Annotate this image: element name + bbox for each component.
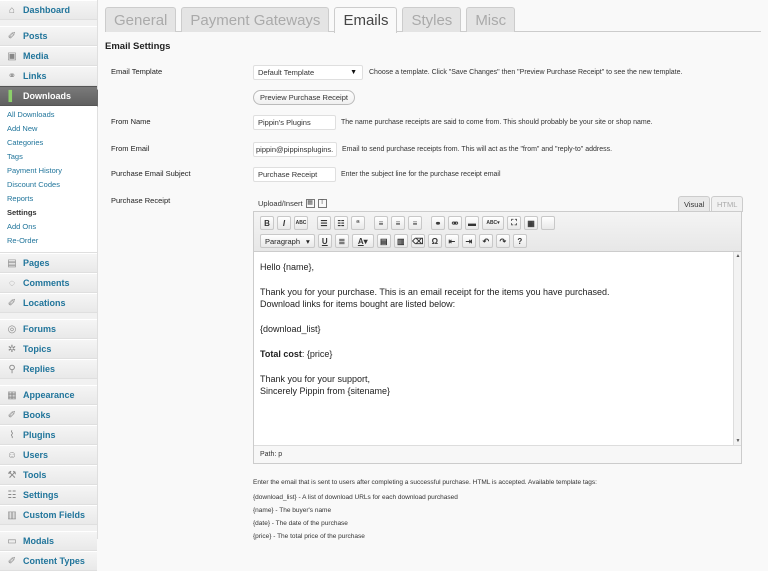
menu-label: Books: [23, 410, 51, 420]
submenu-reports[interactable]: Reports: [7, 194, 34, 203]
help-text: Enter the email that is sent to users after completing a successful purchase. HTML is accepted. Available template tags:: [253, 479, 597, 486]
editor-path: Path: p: [254, 445, 741, 463]
upload-label: Upload/Insert: [258, 199, 303, 208]
bullet-list-icon[interactable]: ☰: [317, 216, 331, 230]
redo-icon[interactable]: ↷: [496, 234, 510, 248]
menu-topics[interactable]: [0, 339, 97, 359]
appearance-icon: ▦: [7, 389, 17, 401]
receipt-total-value: : {price}: [301, 349, 333, 359]
fullscreen-icon[interactable]: ⛶: [507, 216, 521, 230]
editor-content[interactable]: [254, 252, 741, 445]
tab-emails[interactable]: Emails: [334, 7, 397, 33]
remove-format-icon[interactable]: ⌫: [411, 234, 425, 248]
subject-input[interactable]: Purchase Receipt: [253, 167, 336, 182]
help-icon[interactable]: ?: [513, 234, 527, 248]
subject-label: Purchase Email Subject: [111, 169, 191, 178]
text-color-icon[interactable]: A ▾: [352, 234, 374, 248]
users-icon: ☺: [6, 449, 18, 461]
indent-icon[interactable]: ⇥: [462, 234, 476, 248]
strikethrough-icon[interactable]: ABC: [294, 216, 308, 230]
dropdown-arrow-icon: ▾: [306, 236, 310, 246]
menu-modals[interactable]: [0, 531, 97, 551]
special-char-icon[interactable]: Ω: [428, 234, 442, 248]
topics-icon: ✲: [7, 343, 17, 355]
house-icon: ⌂: [8, 4, 16, 16]
more-tag-icon[interactable]: ▬: [465, 216, 479, 230]
forum-icon: ◎: [7, 323, 17, 335]
menu-content-types[interactable]: [0, 551, 97, 571]
tab-payment-gateways[interactable]: Payment Gateways: [181, 7, 329, 32]
downloads-submenu: [0, 106, 97, 253]
bold-icon[interactable]: B: [260, 216, 274, 230]
menu-pages[interactable]: [0, 253, 97, 273]
comment-icon: ◌: [9, 277, 15, 289]
menu-label: Modals: [23, 536, 55, 546]
italic-icon[interactable]: I: [277, 216, 291, 230]
menu-label: Pages: [23, 258, 50, 268]
menu-label: Downloads: [23, 91, 72, 101]
align-left-icon[interactable]: ≡: [374, 216, 388, 230]
tab-general[interactable]: General: [105, 7, 176, 32]
tab-styles[interactable]: Styles: [402, 7, 461, 32]
settings-main: [98, 0, 768, 539]
email-template-label: Email Template: [111, 67, 163, 76]
menu-posts[interactable]: [0, 26, 97, 46]
submenu-payment-history[interactable]: Payment History: [7, 166, 63, 175]
receipt-line: Thank you for your purchase. This is an email receipt for the items you have purchased.: [260, 287, 610, 297]
kitchen-sink-icon[interactable]: ▦: [524, 216, 538, 230]
receipt-line: Sincerely Pippin from {sitename}: [260, 386, 391, 396]
from-name-label: From Name: [111, 117, 151, 126]
numbered-list-icon[interactable]: ☷: [334, 216, 348, 230]
menu-label: Appearance: [23, 390, 75, 400]
media-icon: ▣: [7, 50, 17, 62]
blockquote-icon[interactable]: “: [351, 216, 365, 230]
pin-icon: ✐: [7, 30, 17, 42]
format-select[interactable]: [260, 234, 315, 248]
editor-scrollbar[interactable]: [733, 252, 741, 445]
menu-label: Links: [23, 71, 47, 81]
settings-tabs: [105, 7, 761, 32]
modals-icon: ▭: [7, 535, 17, 547]
from-name-input[interactable]: Pippin's Plugins: [253, 115, 336, 130]
format-select-value: Paragraph: [265, 236, 301, 246]
menu-replies[interactable]: [0, 359, 97, 379]
link-icon[interactable]: ⚭: [431, 216, 445, 230]
settings-icon: ☷: [7, 489, 17, 501]
help-tag: {date} - The date of the purchase: [253, 520, 348, 527]
admin-sidebar: [0, 0, 98, 567]
menu-forums[interactable]: [0, 319, 97, 339]
from-email-input[interactable]: pippin@pippinsplugins.: [253, 142, 337, 157]
tools-icon: ⚒: [7, 469, 17, 481]
tab-html[interactable]: HTML: [711, 196, 743, 212]
menu-users[interactable]: [0, 445, 97, 465]
menu-media[interactable]: [0, 46, 97, 66]
submenu-add-new[interactable]: Add New: [7, 124, 38, 133]
subject-desc: Enter the subject line for the purchase receipt email: [341, 171, 501, 178]
from-email-desc: Email to send purchase receipts from. This will act as the "from" and "reply-to" address.: [342, 146, 613, 153]
pages-icon: ▤: [7, 257, 17, 269]
menu-label: Settings: [23, 490, 59, 500]
scroll-down-icon[interactable]: ▼: [735, 438, 741, 444]
upload-insert: [258, 199, 327, 208]
receipt-label: Purchase Receipt: [111, 196, 171, 205]
preview-receipt-button[interactable]: Preview Purchase Receipt: [253, 90, 355, 105]
menu-label: Users: [23, 450, 49, 460]
paste-text-icon[interactable]: ▤: [377, 234, 391, 248]
fields-icon: ▥: [7, 509, 17, 521]
link-icon: ⚭: [7, 70, 17, 82]
help-tag: {download_list} - A list of download URLs for each download purchased: [253, 494, 458, 501]
align-right-icon[interactable]: ≡: [408, 216, 422, 230]
menu-plugins[interactable]: [0, 425, 97, 445]
receipt-line: {download_list}: [260, 324, 321, 334]
underline-icon[interactable]: U: [318, 234, 332, 248]
scroll-up-icon[interactable]: ▲: [735, 253, 741, 259]
undo-icon[interactable]: ↶: [479, 234, 493, 248]
section-title: Email Settings: [105, 41, 171, 52]
menu-label: Forums: [23, 324, 57, 334]
menu-label: Custom Fields: [23, 510, 86, 520]
receipt-line: Download links for items bought are listed below:: [260, 299, 456, 309]
justify-icon[interactable]: ≣: [335, 234, 349, 248]
menu-custom-fields[interactable]: [0, 505, 97, 525]
submenu-tags[interactable]: Tags: [7, 152, 23, 161]
menu-label: Plugins: [23, 430, 56, 440]
menu-label: Content Types: [23, 556, 85, 566]
receipt-line: Thank you for your support,: [260, 374, 371, 384]
submenu-all-downloads[interactable]: All Downloads: [7, 110, 55, 119]
unlink-icon[interactable]: ⚮: [448, 216, 462, 230]
add-text-icon[interactable]: T: [318, 199, 327, 208]
plugin-icon: ⌇: [9, 429, 15, 441]
editor-toolbar: [254, 212, 741, 252]
menu-label: Replies: [23, 364, 56, 374]
email-template-value: Default Template: [258, 68, 315, 77]
menu-links[interactable]: [0, 66, 97, 86]
pin-icon: ✐: [7, 297, 17, 309]
menu-tools[interactable]: [0, 465, 97, 485]
spellcheck-icon[interactable]: ABC▾: [482, 216, 504, 230]
from-email-label: From Email: [111, 144, 150, 153]
replies-icon: ⚲: [8, 363, 16, 375]
submenu-add-ons[interactable]: Add Ons: [7, 222, 37, 231]
align-center-icon[interactable]: ≡: [391, 216, 405, 230]
tab-visual[interactable]: Visual: [678, 196, 710, 212]
submenu-settings[interactable]: Settings: [7, 208, 37, 217]
menu-locations[interactable]: [0, 293, 97, 313]
menu-downloads[interactable]: [0, 86, 97, 106]
help-tag: {price} - The total price of the purchase: [253, 533, 365, 540]
from-name-desc: The name purchase receipts are said to come from. This should probably be your site or shop name.: [341, 119, 653, 126]
pin-icon: ✐: [7, 409, 17, 421]
menu-label: Dashboard: [23, 5, 71, 15]
receipt-line: Hello {name},: [260, 262, 315, 272]
menu-label: Posts: [23, 31, 48, 41]
submenu-discount-codes[interactable]: Discount Codes: [7, 180, 60, 189]
paste-word-icon[interactable]: ▥: [394, 234, 408, 248]
submenu-categories[interactable]: Categories: [7, 138, 44, 147]
add-media-icon[interactable]: ▦: [307, 200, 313, 206]
submenu-re-order[interactable]: Re-Order: [7, 236, 39, 245]
menu-dashboard[interactable]: [0, 0, 97, 20]
menu-label: Locations: [23, 298, 66, 308]
receipt-editor: [253, 211, 742, 464]
email-template-select[interactable]: [253, 65, 363, 80]
download-icon: ▌: [8, 90, 16, 102]
menu-label: Tools: [23, 470, 47, 480]
menu-label: Media: [23, 51, 49, 61]
dropdown-arrow-icon: ▼: [350, 69, 357, 76]
menu-appearance[interactable]: [0, 385, 97, 405]
menu-label: Topics: [23, 344, 52, 354]
help-tag: {name} - The buyer's name: [253, 507, 332, 514]
menu-label: Comments: [23, 278, 70, 288]
menu-settings[interactable]: [0, 485, 97, 505]
outdent-icon[interactable]: ⇤: [445, 234, 459, 248]
clear-icon[interactable]: [541, 216, 555, 230]
menu-comments[interactable]: [0, 273, 97, 293]
pin-icon: ✐: [7, 555, 17, 567]
email-template-desc: Choose a template. Click "Save Changes" then "Preview Purchase Receipt" to see the new template.: [369, 69, 683, 76]
menu-books[interactable]: [0, 405, 97, 425]
receipt-total-label: Total cost: [260, 349, 302, 359]
tab-misc[interactable]: Misc: [466, 7, 515, 32]
